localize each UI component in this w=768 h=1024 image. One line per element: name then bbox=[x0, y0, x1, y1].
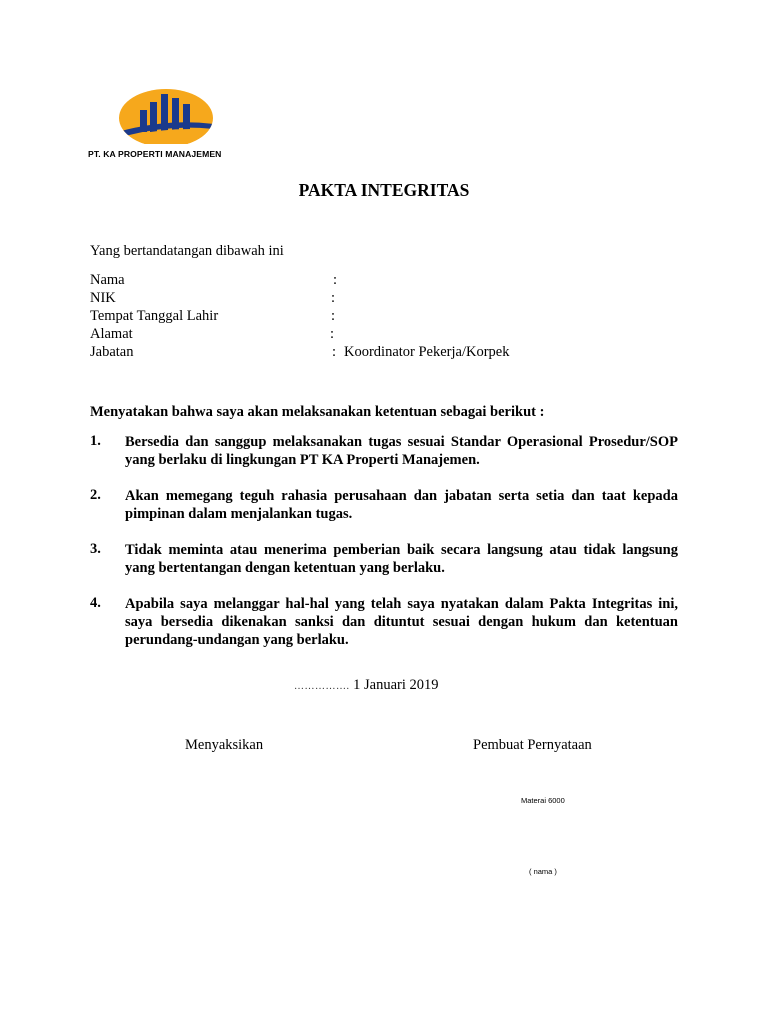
date-dots: ……………. bbox=[294, 681, 350, 692]
field-label-nama: Nama bbox=[90, 272, 125, 288]
field-label-alamat: Alamat bbox=[90, 326, 133, 342]
company-logo bbox=[118, 88, 214, 144]
date-text: 1 Januari 2019 bbox=[353, 677, 439, 693]
item-line: yang bertentangan dengan ketentuan yang berlaku. bbox=[125, 560, 445, 576]
list-item bbox=[125, 433, 678, 469]
item-number: 4. bbox=[90, 595, 101, 611]
field-separator: : bbox=[330, 326, 335, 342]
item-number: 1. bbox=[90, 433, 101, 449]
date-line bbox=[294, 677, 439, 694]
item-line: Akan memegang teguh rahasia perusahaan dan jabatan serta setia dan taat kepada bbox=[125, 488, 678, 504]
declarant-label: Pembuat Pernyataan bbox=[473, 737, 592, 753]
name-placeholder: ( nama ) bbox=[529, 867, 557, 876]
item-line: perundang-undangan yang berlaku. bbox=[125, 632, 349, 648]
item-line: Apabila saya melanggar hal-hal yang telah saya nyatakan dalam Pakta Integritas ini, bbox=[125, 596, 678, 612]
field-label-nik: NIK bbox=[90, 290, 116, 306]
list-item bbox=[125, 541, 678, 577]
item-line: Tidak meminta atau menerima pemberian baik secara langsung atau tidak langsung bbox=[125, 542, 678, 558]
document-title: PAKTA INTEGRITAS bbox=[298, 180, 470, 200]
field-separator: : bbox=[331, 290, 336, 306]
item-number: 2. bbox=[90, 487, 101, 503]
field-separator: : bbox=[331, 308, 336, 324]
item-line: yang berlaku di lingkungan PT KA Properti Manajemen. bbox=[125, 452, 480, 468]
list-item bbox=[125, 595, 678, 649]
company-name: PT. KA PROPERTI MANAJEMEN bbox=[88, 149, 222, 159]
item-line: saya bersedia dikenakan sanksi dan dituntut sesuai dengan hukum dan ketentuan bbox=[125, 614, 678, 630]
intro-text: Yang bertandatangan dibawah ini bbox=[90, 243, 284, 259]
field-value-jabatan: Koordinator Pekerja/Korpek bbox=[344, 344, 510, 360]
field-label-jabatan: Jabatan bbox=[90, 344, 134, 360]
field-separator: : bbox=[333, 272, 338, 288]
item-number: 3. bbox=[90, 541, 101, 557]
item-line: pimpinan dalam menjalankan tugas. bbox=[125, 506, 353, 522]
witness-label: Menyaksikan bbox=[185, 737, 264, 753]
list-item bbox=[125, 487, 678, 523]
stamp-label: Materai 6000 bbox=[521, 796, 565, 805]
item-line: Bersedia dan sanggup melaksanakan tugas sesuai Standar Operasional Prosedur/SOP bbox=[125, 434, 678, 450]
field-label-ttl: Tempat Tanggal Lahir bbox=[90, 308, 219, 324]
field-separator: : bbox=[332, 344, 337, 360]
statement-text: Menyatakan bahwa saya akan melaksanakan ketentuan sebagai berikut : bbox=[90, 404, 545, 420]
